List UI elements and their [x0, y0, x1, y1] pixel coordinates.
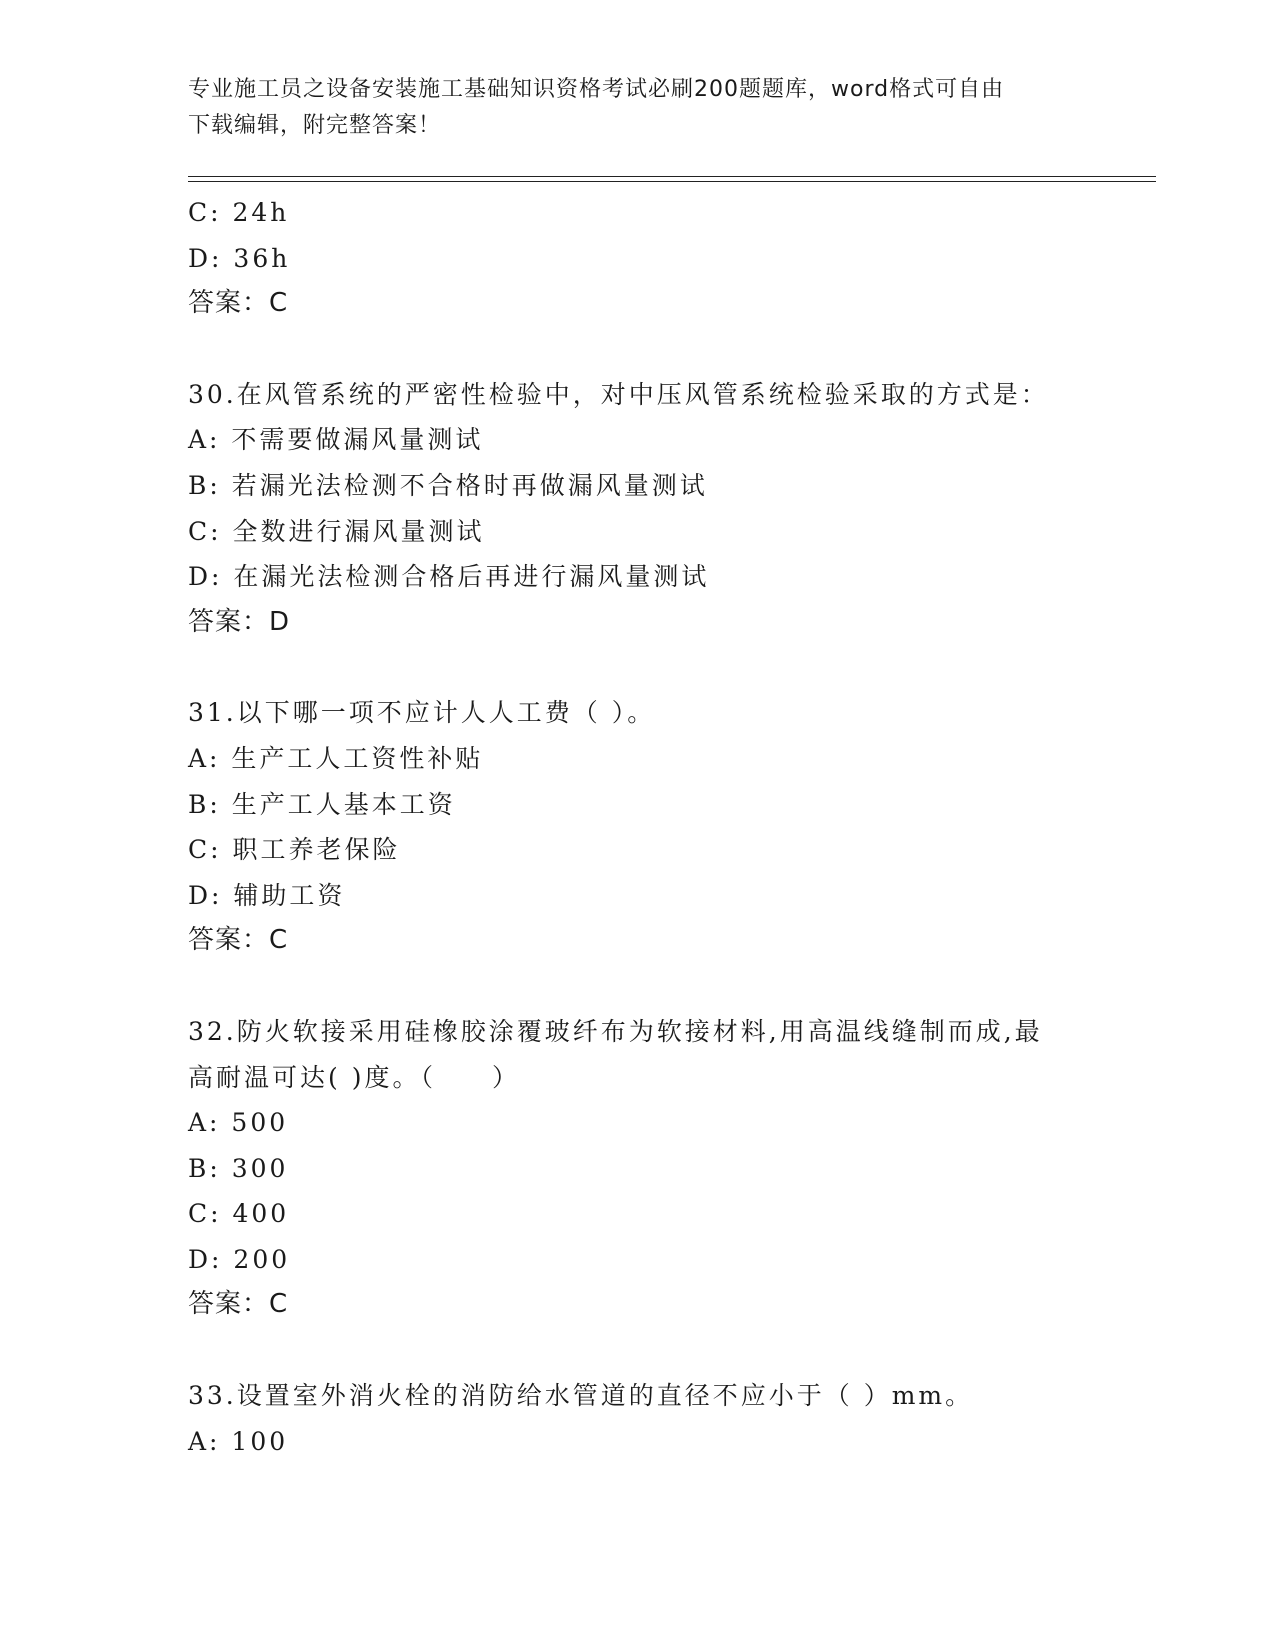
question-32-option-a: A: 500: [188, 1108, 289, 1138]
question-31-answer: 答案：C: [188, 925, 289, 956]
header-line-1: 专业施工员之设备安装施工基础知识资格考试必刷200题题库，word格式可自由: [188, 77, 1005, 102]
question-32-option-d: D: 200: [188, 1244, 291, 1274]
question-31-text: 31.以下哪一项不应计人人工费（ ）。: [188, 698, 656, 728]
option-d-prev: D: 36h: [188, 243, 291, 273]
answer-prev: 答案：C: [188, 288, 289, 319]
document-header: [188, 72, 1068, 144]
question-33-text: 33.设置室外消火栓的消防给水管道的直径不应小于（ ）mm。: [188, 1381, 974, 1411]
question-32-answer: 答案：C: [188, 1289, 289, 1320]
question-30-text: 30.在风管系统的严密性检验中，对中压风管系统检验采取的方式是：: [188, 379, 1049, 409]
question-32-option-c: C: 400: [188, 1199, 290, 1229]
header-line-2: 下载编辑，附完整答案！: [188, 113, 442, 138]
question-32-text-line-1: 32.防火软接采用硅橡胶涂覆玻纤布为软接材料,用高温线缝制而成,最: [188, 1016, 1043, 1046]
question-30-option-c: C: 全数进行漏风量测试: [188, 516, 485, 546]
question-30-answer: 答案：D: [188, 606, 291, 637]
header-rule-top: [188, 176, 1156, 177]
question-31-option-a: A: 生产工人工资性补贴: [188, 743, 484, 773]
question-31-option-d: D: 辅助工资: [188, 880, 346, 910]
question-list: [188, 190, 1088, 1464]
question-30-option-b: B: 若漏光法检测不合格时再做漏风量测试: [188, 470, 708, 500]
question-30-option-d: D: 在漏光法检测合格后再进行漏风量测试: [188, 562, 710, 592]
option-c-prev: C: 24h: [188, 198, 290, 227]
question-31-option-b: B: 生产工人基本工资: [188, 789, 456, 819]
question-32-option-b: B: 300: [188, 1153, 289, 1183]
question-32-text-line-2: 高耐温可达( )度。（ ）: [188, 1062, 520, 1092]
header-rule-bottom: [188, 181, 1156, 182]
question-31-option-c: C: 职工养老保险: [188, 835, 401, 865]
question-30-option-a: A: 不需要做漏风量测试: [188, 425, 484, 455]
question-33-option-a: A: 100: [188, 1426, 289, 1456]
